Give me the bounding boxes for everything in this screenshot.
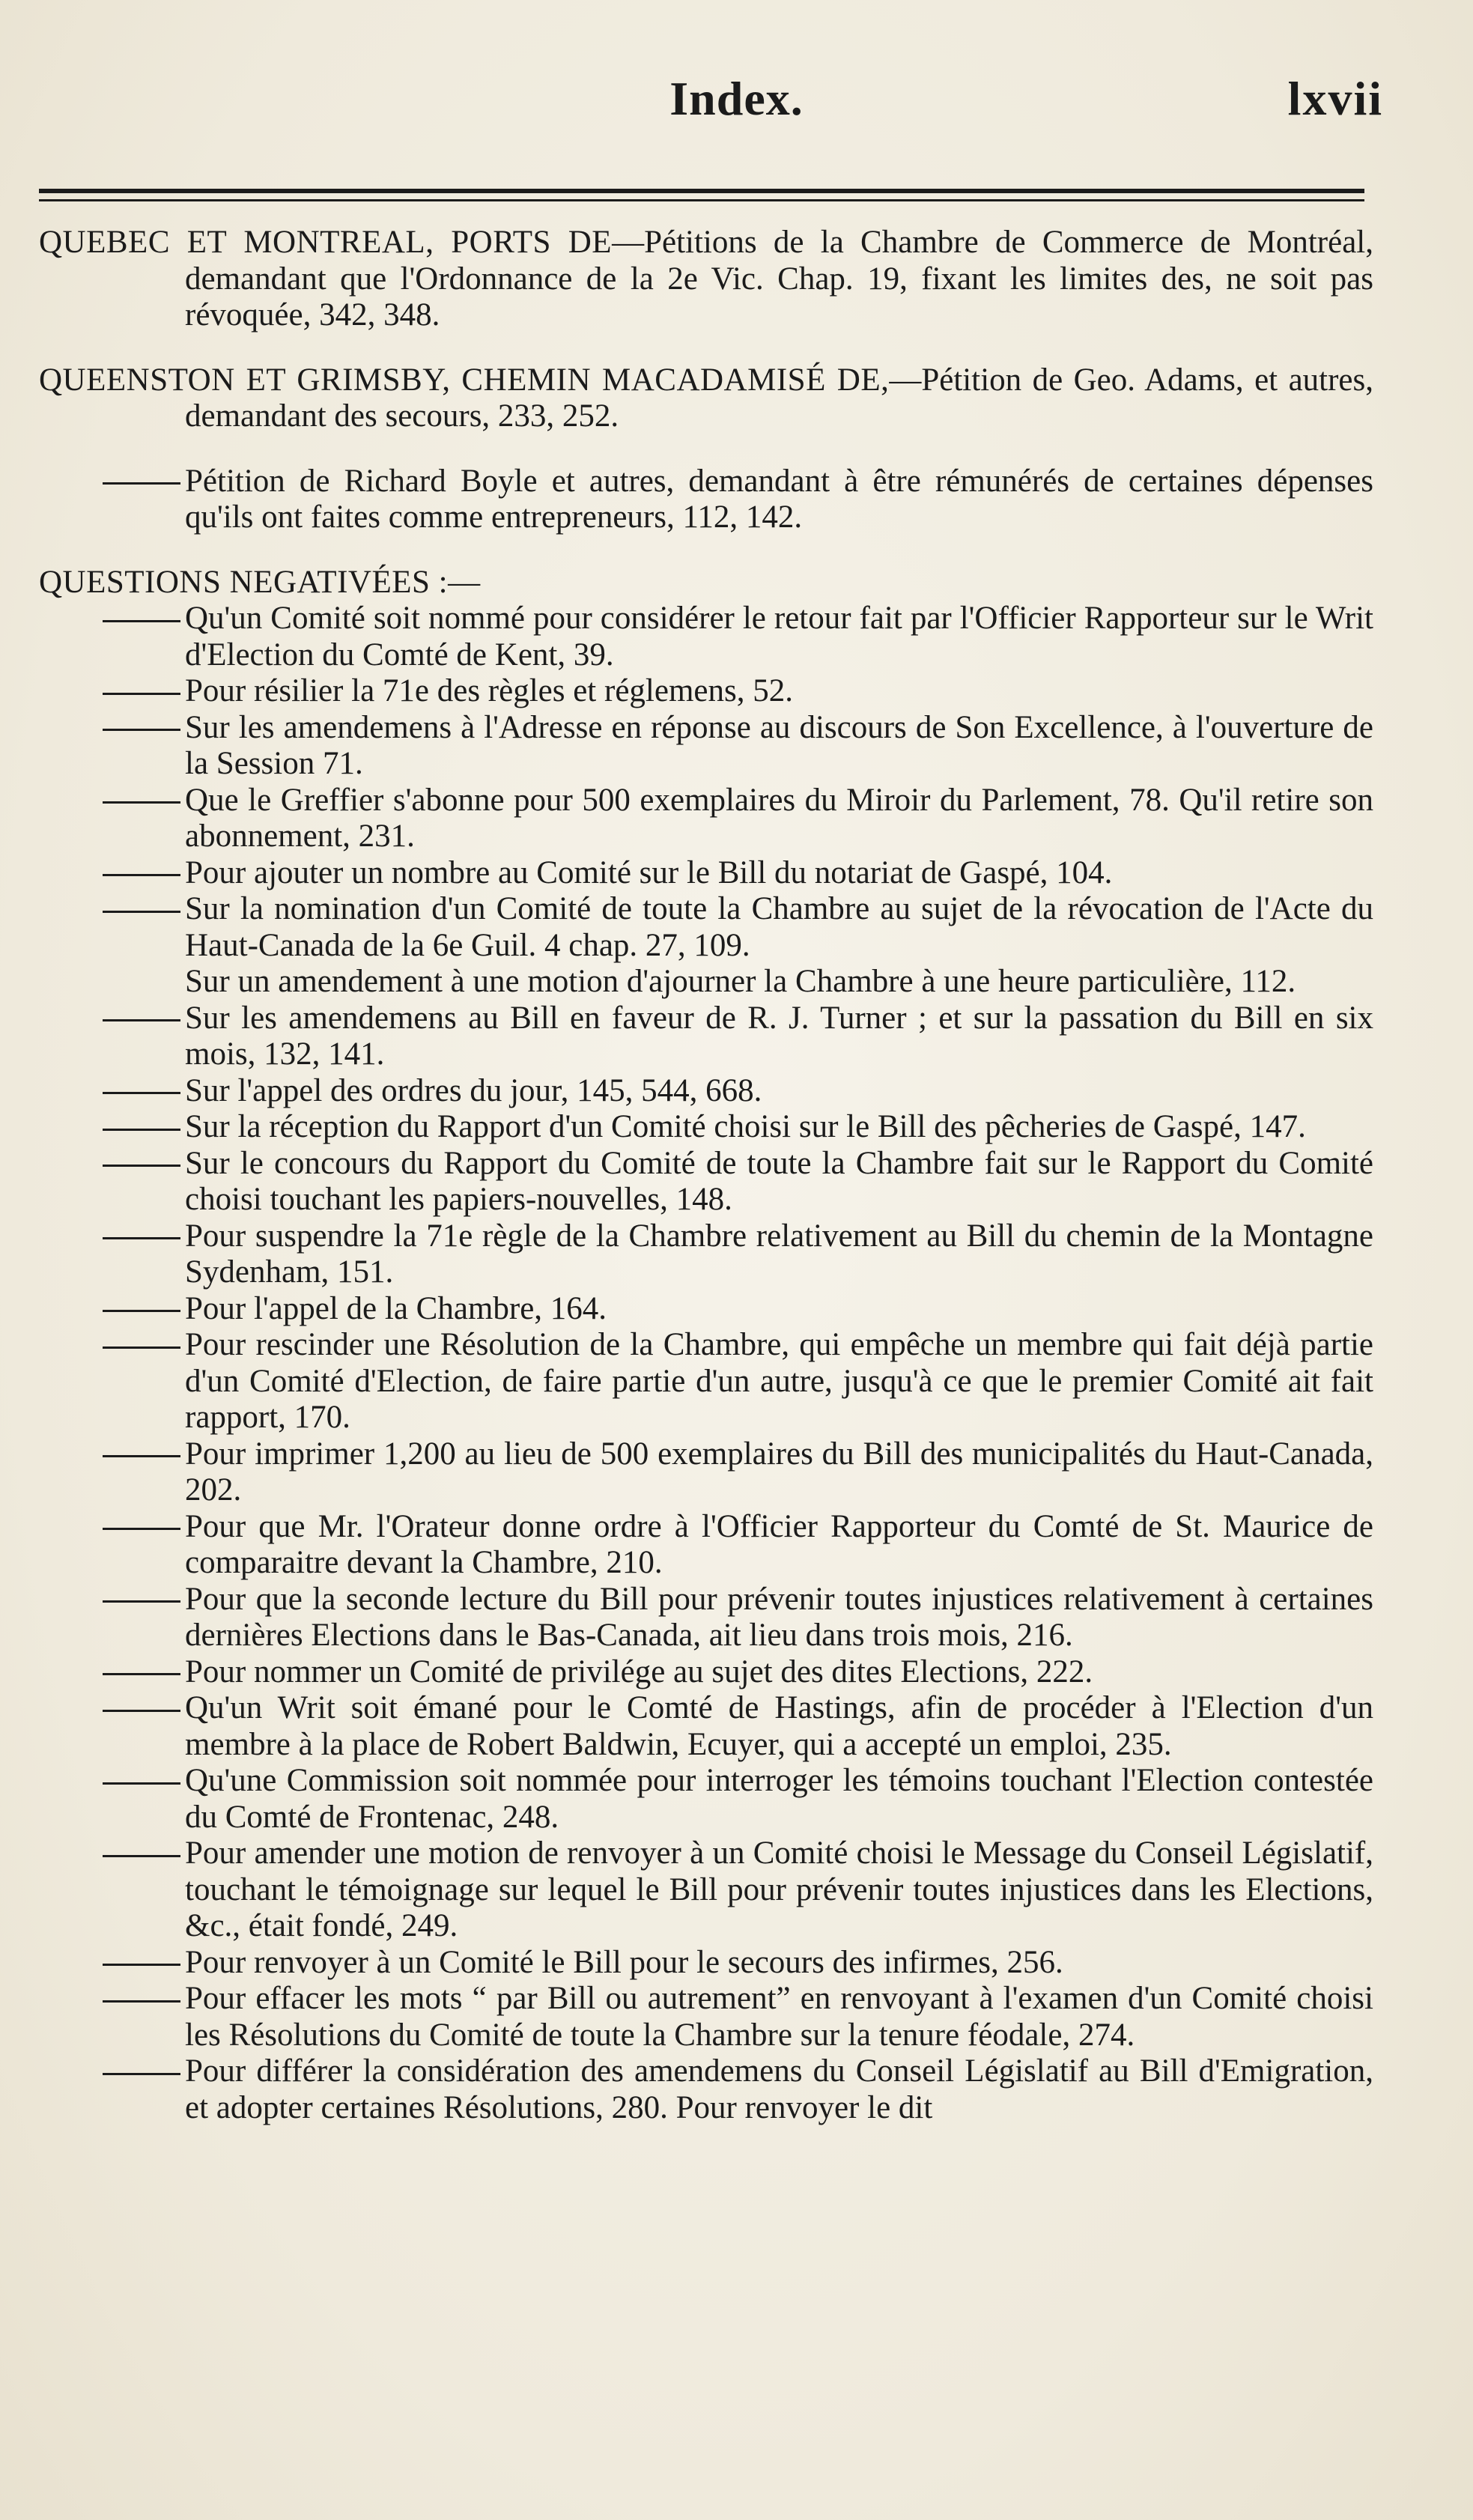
question-text: Pour effacer les mots “ par Bill ou autrement” en renvoyant à l'examen d'un Comité choisi les Résolutions du Comité de toute la Chambre sur la tenure féodale, 274. [185, 1981, 1373, 2053]
page-header [0, 71, 1473, 139]
dash-rule [103, 464, 185, 500]
question-text: Sur un amendement à une motion d'ajourner la Chambre à une heure particulière, 112. [185, 964, 1296, 999]
list-item [39, 1218, 1373, 1291]
dash-rule [103, 1001, 185, 1037]
question-text: Pour l'appel de la Chambre, 164. [185, 1290, 607, 1326]
list-item [39, 1436, 1373, 1509]
list-item [39, 1509, 1373, 1582]
question-text: Pour suspendre la 71e règle de la Chambre relativement au Bill du chemin de la Montagne Sydenham, 151. [185, 1218, 1373, 1290]
dash-rule [103, 1218, 185, 1255]
questions-heading: QUESTIONS NEGATIVÉES :— [39, 564, 481, 600]
entry-text: —Pétition de Geo. Adams, et autres, demandant des secours, 233, 252. [185, 362, 1373, 434]
list-item [39, 855, 1373, 892]
dash-rule [103, 710, 185, 747]
list-item [39, 673, 1373, 710]
dash-rule [103, 601, 185, 637]
question-text: Qu'un Writ soit émané pour le Comté de Hastings, afin de procéder à l'Election d'un membre à la place de Robert Baldwin, Ecuyer, qui a accepté un emploi, 235. [185, 1690, 1373, 1762]
list-item [39, 1582, 1373, 1654]
list-item [39, 964, 1373, 1001]
list-item [39, 2053, 1373, 2126]
index-entry-quebec-montreal [39, 225, 1373, 334]
list-item [39, 1654, 1373, 1691]
dash-rule [103, 783, 185, 819]
question-text: Pour amender une motion de renvoyer à un Comité choisi le Message du Conseil Législatif, touchant le témoignage sur lequel le Bill pour prévenir toutes injustices dans les Elections, &c., était fondé, 249. [185, 1836, 1373, 1943]
question-text: Sur les amendemens à l'Adresse en réponse au discours de Son Excellence, à l'ouverture de la Session 71. [185, 709, 1373, 781]
dash-rule [103, 1509, 185, 1546]
question-text: Sur la réception du Rapport d'un Comité choisi sur le Bill des pêcheries de Gaspé, 147. [185, 1109, 1306, 1144]
list-item [39, 1001, 1373, 1073]
list-item [39, 891, 1373, 964]
list-item [39, 710, 1373, 783]
index-entry-queenston-grimsby [39, 362, 1373, 435]
list-item [39, 1763, 1373, 1836]
list-item [39, 1327, 1373, 1436]
dash-rule [103, 1327, 185, 1364]
question-text: Sur le concours du Rapport du Comité de toute la Chambre fait sur le Rapport du Comité choisi touchant les papiers-nouvelles, 148. [185, 1145, 1373, 1217]
dash-rule [103, 673, 185, 710]
list-item [39, 1945, 1373, 1982]
list-item [39, 1146, 1373, 1218]
dash-rule [103, 891, 185, 928]
question-text: Pour ajouter un nombre au Comité sur le Bill du notariat de Gaspé, 104. [185, 854, 1113, 890]
header-rule-thick [39, 189, 1364, 193]
list-item [39, 1836, 1373, 1945]
dash-rule [103, 1109, 185, 1146]
entry-heading: QUEBEC ET MONTREAL, PORTS DE [39, 225, 613, 260]
dash-rule [103, 1654, 185, 1691]
dash-rule [103, 1073, 185, 1110]
dash-rule [103, 1146, 185, 1182]
dash-rule [103, 1690, 185, 1727]
question-text: Qu'une Commission soit nommée pour interroger les témoins touchant l'Election contestée du Comté de Frontenac, 248. [185, 1763, 1373, 1835]
dash-rule [103, 1291, 185, 1328]
question-text: Sur l'appel des ordres du jour, 145, 544, 668. [185, 1072, 762, 1108]
dash-rule [103, 2053, 185, 2090]
question-text: Sur les amendemens au Bill en faveur de R. J. Turner ; et sur la passation du Bill en six mois, 132, 141. [185, 1000, 1373, 1072]
question-text: Pour rescinder une Résolution de la Chambre, qui empêche un membre qui fait déjà partie d'un Comité d'Election, de faire partie d'un autre, jusqu'à ce que le premier Comité ait fait rapport, 170. [185, 1327, 1373, 1435]
question-text: Pour renvoyer à un Comité le Bill pour le secours des infirmes, 256. [185, 1944, 1063, 1980]
question-text: Pour résilier la 71e des règles et réglemens, 52. [185, 673, 793, 708]
index-sub-entry [39, 464, 1373, 536]
question-text: Qu'un Comité soit nommé pour considérer le retour fait par l'Officier Rapporteur sur le Writ d'Election du Comté de Kent, 39. [185, 601, 1373, 672]
dash-rule [103, 1836, 185, 1872]
question-text: Que le Greffier s'abonne pour 500 exemplaires du Miroir du Parlement, 78. Qu'il retire son abonnement, 231. [185, 782, 1373, 854]
header-rule-thin [39, 199, 1364, 201]
list-item [39, 1690, 1373, 1763]
question-text: Sur la nomination d'un Comité de toute la Chambre au sujet de la révocation de l'Acte du Haut-Canada de la 6e Guil. 4 chap. 27, 109. [185, 891, 1373, 963]
question-text: Pour que la seconde lecture du Bill pour prévenir toutes injustices relativement à certaines dernières Elections dans le Bas-Canada, ait lieu dans trois mois, 216. [185, 1581, 1373, 1653]
page-number: lxvii [1287, 72, 1383, 125]
running-title: Index. [669, 72, 804, 125]
list-item [39, 1073, 1373, 1110]
list-item [39, 1109, 1373, 1146]
dash-rule [103, 1436, 185, 1473]
question-text: Pour imprimer 1,200 au lieu de 500 exemplaires du Bill des municipalités du Haut-Canada, 202. [185, 1436, 1373, 1508]
list-item [39, 1981, 1373, 2053]
entry-heading: QUEENSTON ET GRIMSBY, CHEMIN MACADAMISÉ DE, [39, 362, 890, 398]
entry-text: —Pétitions de la Chambre de Commerce de Montréal, demandant que l'Ordonnance de la 2e Vic. Chap. 19, fixant les limites des, ne soit pas révoquée, 342, 348. [185, 225, 1373, 333]
question-text: Pour différer la considération des amendemens du Conseil Législatif au Bill d'Emigration, et adopter certaines Résolutions, 280. Pour renvoyer le dit [185, 2053, 1373, 2125]
dash-rule [103, 1763, 185, 1800]
questions-list [39, 601, 1373, 2126]
question-text: Pour nommer un Comité de privilége au sujet des dites Elections, 222. [185, 1654, 1093, 1689]
list-item [39, 601, 1373, 673]
dash-rule [103, 855, 185, 892]
dash-rule [103, 1582, 185, 1618]
list-item [39, 783, 1373, 855]
dash-rule [103, 1945, 185, 1982]
index-content [39, 225, 1373, 2126]
dash-rule [103, 1981, 185, 2017]
sub-entry-text: Pétition de Richard Boyle et autres, demandant à être rémunérés de certaines dépenses qu'ils ont faites comme entrepreneurs, 112, 142. [185, 463, 1373, 535]
question-text: Pour que Mr. l'Orateur donne ordre à l'Officier Rapporteur du Comté de St. Maurice de comparaitre devant la Chambre, 210. [185, 1508, 1373, 1580]
list-item [39, 1291, 1373, 1328]
